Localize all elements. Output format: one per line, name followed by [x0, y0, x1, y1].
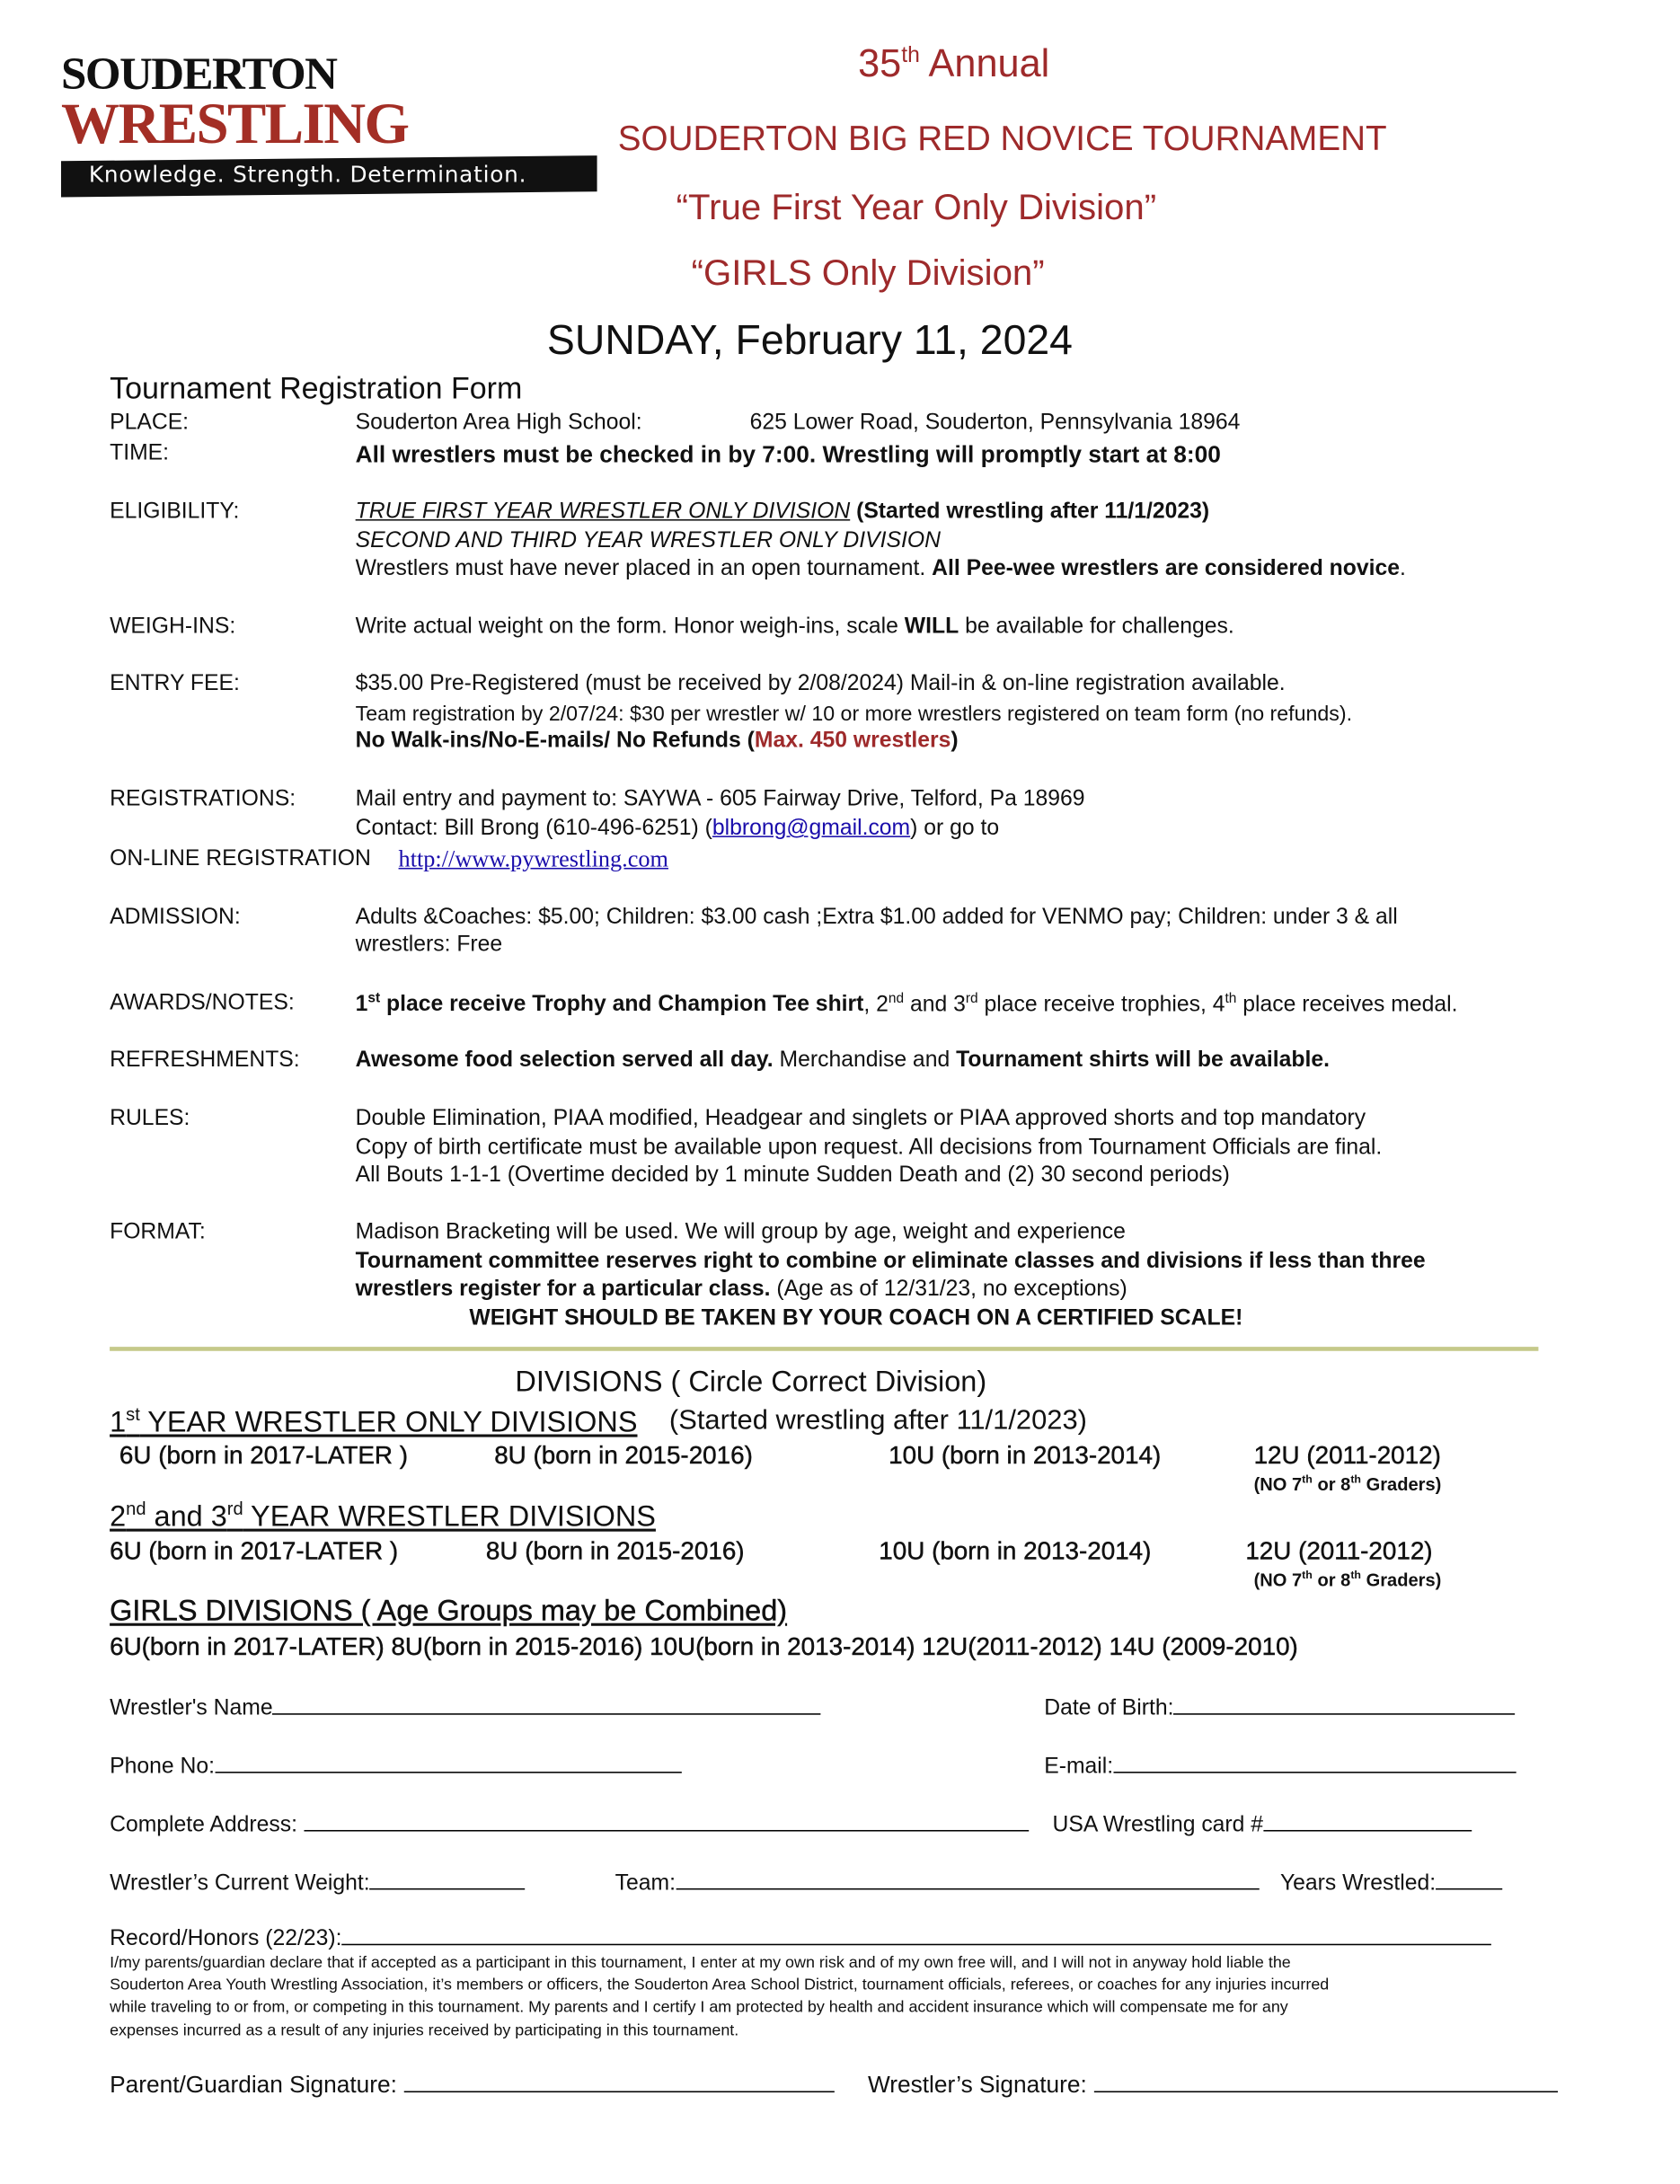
event-date: SUNDAY, February 11, 2024	[546, 317, 1073, 364]
eligibility-line-3: Wrestlers must have never placed in an open tournament. All Pee-wee wrestlers are considered novice.	[355, 556, 1406, 581]
souderton-wrestling-logo: SOUDERTON WRESTLING Knowledge. Strength. Determination.	[61, 50, 597, 198]
liability-disclaimer: I/my parents/guardian declare that if accepted as a participant in this tournament, I enter at my own risk and of my own free will, and I will not in anyway hold liable the Souderton Area Youth Wrestling Association, it’s members or officers, the Souderton Area School District, tournament officials, referees, or coaches for any injuries incurred while traveling to or from, or competing in this tournament. My parents and I certify I am protected by health and accident insurance which will compensate me for any expenses incurred as a result of any injuries received by participating in this tournament.	[110, 1953, 1330, 2039]
rules-line-2: Copy of birth certificate must be available upon request. All decisions from Tournament Officials are final.	[355, 1136, 1383, 1160]
weighins-value: Write actual weight on the form. Honor weigh-ins, scale WILL be available for challenges.	[355, 615, 1234, 639]
eligibility-line-2: SECOND AND THIRD YEAR WRESTLER ONLY DIVISION	[355, 528, 941, 553]
format-line-2: Tournament committee reserves right to combine or eliminate classes and divisions if less than three	[355, 1249, 1426, 1274]
entry-fee-label: ENTRY FEE:	[110, 672, 240, 696]
years-wrestled-field[interactable]: Years Wrestled:	[1280, 1869, 1502, 1897]
entry-fee-line-3: No Walk-ins/No-E-mails/ No Refunds (Max. 450 wrestlers)	[355, 729, 959, 753]
first-year-6u: 6U (born in 2017-LATER )	[119, 1441, 409, 1470]
girls-divisions-list: 6U(born in 2017-LATER) 8U(born in 2015-2016) 10U(born in 2013-2014) 12U(2011-2012) 14U (2009-2010)	[110, 1632, 1298, 1661]
rules-line-3: All Bouts 1-1-1 (Overtime decided by 1 minute Sudden Death and (2) 30 second periods)	[355, 1163, 1230, 1188]
refreshments-label: REFRESHMENTS:	[110, 1048, 300, 1073]
format-label: FORMAT:	[110, 1220, 206, 1244]
second-third-year-divisions-heading: 2nd and 3rd YEAR WRESTLER DIVISIONS	[110, 1498, 656, 1534]
wrestler-signature-field[interactable]: Wrestler’s Signature:	[868, 2072, 1557, 2100]
address-field[interactable]: Complete Address:	[110, 1810, 1029, 1838]
contact-email-link[interactable]: blbrong@gmail.com	[712, 816, 911, 841]
awards-value: 1st place receive Trophy and Champion Tee shirt, 2nd and 3rd place receive trophies, 4th place receives medal.	[355, 991, 1458, 1017]
date-of-birth-field[interactable]: Date of Birth:	[1044, 1694, 1516, 1722]
entry-fee-line-1: $35.00 Pre-Registered (must be received by 2/08/2024) Mail-in & on-line registration available.	[355, 672, 1286, 696]
online-registration-label: ON-LINE REGISTRATION	[110, 846, 371, 871]
second-year-12u-note: (NO 7th or 8th Graders)	[1253, 1569, 1442, 1591]
first-year-12u-note: (NO 7th or 8th Graders)	[1253, 1472, 1442, 1495]
eligibility-line-1: TRUE FIRST YEAR WRESTLER ONLY DIVISION (Started wrestling after 11/1/2023)	[355, 500, 1210, 524]
first-year-12u: 12U (2011-2012)	[1253, 1441, 1441, 1470]
wrestler-name-field[interactable]: Wrestler's Name	[110, 1694, 821, 1722]
phone-field[interactable]: Phone No:	[110, 1752, 681, 1780]
first-year-10u: 10U (born in 2013-2014)	[889, 1441, 1162, 1470]
team-field[interactable]: Team:	[615, 1869, 1259, 1897]
time-value: All wrestlers must be checked in by 7:00. Wrestling will promptly start at 8:00	[355, 441, 1221, 468]
girls-divisions-heading: GIRLS DIVISIONS ( Age Groups may be Combined)	[110, 1595, 788, 1628]
first-year-8u: 8U (born in 2015-2016)	[494, 1441, 753, 1470]
admission-line-2: wrestlers: Free	[355, 933, 503, 957]
parent-signature-field[interactable]: Parent/Guardian Signature:	[110, 2072, 834, 2100]
rules-label: RULES:	[110, 1106, 190, 1131]
current-weight-field[interactable]: Wrestler’s Current Weight:	[110, 1869, 526, 1897]
form-title: Tournament Registration Form	[110, 370, 523, 406]
awards-label: AWARDS/NOTES:	[110, 991, 295, 1015]
usa-wrestling-card-field[interactable]: USA Wrestling card #	[1052, 1810, 1471, 1838]
place-address: 625 Lower Road, Souderton, Pennsylvania 18964	[749, 411, 1241, 435]
format-line-1: Madison Bracketing will be used. We will group by age, weight and experience	[355, 1220, 1126, 1244]
division-subtitle-1: “True First Year Only Division”	[676, 186, 1157, 228]
registrations-label: REGISTRATIONS:	[110, 787, 296, 811]
registrations-line-2: Contact: Bill Brong (610-496-6251) (blbrong@gmail.com) or go to	[355, 816, 1000, 841]
format-line-3: wrestlers register for a particular class. (Age as of 12/31/23, no exceptions)	[355, 1277, 1127, 1302]
entry-fee-line-2: Team registration by 2/07/24: $30 per wrestler w/ 10 or more wrestlers registered on team form (no refunds).	[355, 703, 1353, 727]
section-divider	[110, 1347, 1538, 1351]
format-line-4: WEIGHT SHOULD BE TAKEN BY YOUR COACH ON A CERTIFIED SCALE!	[469, 1306, 1243, 1331]
refreshments-value: Awesome food selection served all day. Merchandise and Tournament shirts will be available.	[355, 1048, 1330, 1073]
division-subtitle-2: “GIRLS Only Division”	[691, 251, 1045, 294]
admission-label: ADMISSION:	[110, 905, 241, 929]
divisions-title: DIVISIONS ( Circle Correct Division)	[515, 1366, 987, 1399]
record-honors-field[interactable]: Record/Honors (22/23):	[110, 1924, 1491, 1952]
online-registration-link[interactable]: http://www.pywrestling.com	[398, 845, 668, 872]
rules-line-1: Double Elimination, PIAA modified, Headgear and singlets or PIAA approved shorts and top mandatory	[355, 1106, 1366, 1131]
second-year-8u: 8U (born in 2015-2016)	[485, 1536, 745, 1565]
weighins-label: WEIGH-INS:	[110, 615, 236, 639]
first-year-note: (Started wrestling after 11/1/2023)	[668, 1405, 1087, 1437]
place-label: PLACE:	[110, 411, 190, 435]
email-field[interactable]: E-mail:	[1044, 1752, 1516, 1780]
first-year-divisions-heading: 1st YEAR WRESTLER ONLY DIVISIONS	[110, 1403, 638, 1439]
registrations-line-1: Mail entry and payment to: SAYWA - 605 Fairway Drive, Telford, Pa 18969	[355, 787, 1085, 811]
annual-heading: 35th Annual	[858, 41, 1050, 85]
second-year-10u: 10U (born in 2013-2014)	[879, 1536, 1152, 1565]
tournament-title: SOUDERTON BIG RED NOVICE TOURNAMENT	[617, 119, 1387, 159]
eligibility-label: ELIGIBILITY:	[110, 500, 240, 524]
admission-line-1: Adults &Coaches: $5.00; Children: $3.00 cash ;Extra $1.00 added for VENMO pay; Children: under 3 & all	[355, 905, 1398, 929]
time-label: TIME:	[110, 441, 170, 465]
second-year-12u: 12U (2011-2012)	[1245, 1536, 1433, 1565]
second-year-6u: 6U (born in 2017-LATER )	[110, 1536, 399, 1565]
place-school: Souderton Area High School:	[355, 411, 642, 435]
